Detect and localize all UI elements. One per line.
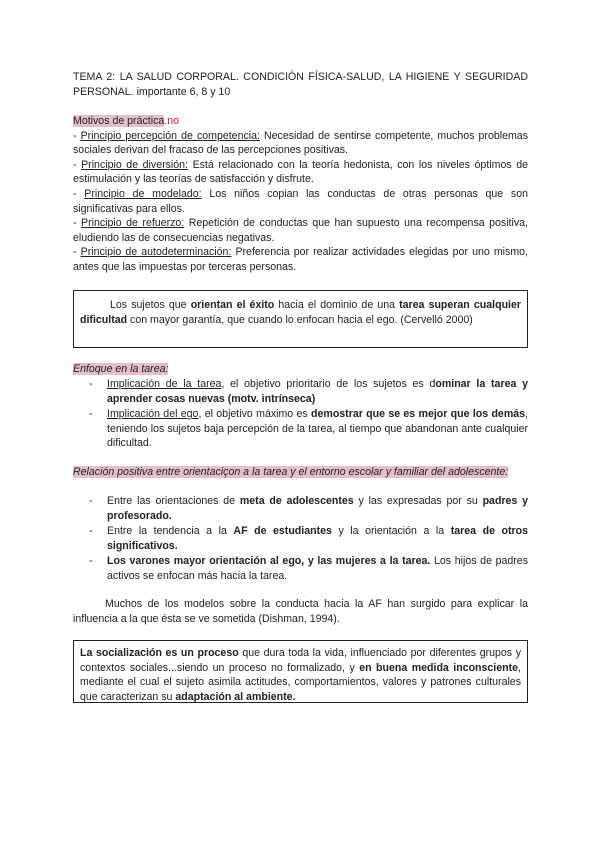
list-item bbox=[85, 377, 528, 406]
item-text: Entre la tendencia a la bbox=[107, 525, 234, 538]
item-bold: ominar la tarea y aprender cosas nuevas (motv. intrínseca) bbox=[107, 378, 529, 405]
box-text-part: que dura toda la vida, influenciado por diferentes grupos y contextos sociales...siendo un proceso no formalizado, y bbox=[80, 647, 522, 674]
item-text: , el objetivo máximo es bbox=[198, 408, 312, 421]
item-text: Los hijos de padres activos se enfocan más hacia la tarea. bbox=[107, 555, 528, 582]
quote-box-text bbox=[80, 298, 521, 327]
list-item bbox=[85, 524, 528, 553]
motivo-text: Los niños copian las conductas de otras personas que son significativas para ellos. bbox=[73, 187, 528, 215]
item-bold: meta de adolescentes bbox=[239, 495, 354, 507]
box-bold-part: La socialización es un proceso bbox=[80, 647, 239, 659]
motivo-item: - Principio de modelado: Los niños copian las conductas de otras personas que son significativas para ellos. bbox=[73, 187, 528, 215]
relacion-heading-text: Relación positiva entre orientaciçon a la tarea y el entorno escolar y familiar del adolescente: bbox=[73, 466, 509, 478]
motivo-item: - Principio de diversión: Está relacionado con la teoría hedonista, con los niveles óptimos de estimulación y las teorías de satisfacción y disfrute. bbox=[73, 158, 528, 186]
motivo-text: Está relacionado con la teoría hedonista, con los niveles óptimos de estimulación y las teorías de satisfacción y disfrute. bbox=[73, 158, 528, 186]
item-bold: Los varones mayor orientación al ego, y las mujeres a la tarea. bbox=[107, 555, 431, 568]
enfoque-heading-text: Enfoque en la tarea: bbox=[73, 363, 169, 375]
motivo-item: - Principio de autodeterminación: Preferencia por realizar actividades elegidas por uno mismo, antes que las impuestas por terceras personas. bbox=[73, 246, 528, 273]
item-text: , el objetivo prioritario de los sujetos es d bbox=[221, 378, 436, 390]
box-bold-part: orientan el éxito bbox=[190, 299, 275, 311]
motivos-heading bbox=[73, 114, 528, 129]
enfoque-heading bbox=[73, 362, 528, 377]
box-bold-part: tarea superan cualquier dificultad bbox=[80, 299, 521, 326]
motivo-text: Preferencia por realizar actividades elegidas por uno mismo, antes que las impuestas por terceras personas. bbox=[73, 246, 528, 273]
item-label: Implicación de la tarea bbox=[107, 378, 222, 390]
list-item bbox=[85, 494, 528, 523]
box-bold-part: adaptación al ambiente. bbox=[175, 690, 296, 703]
motivo-label: Principio de modelado: bbox=[84, 187, 202, 200]
socializacion-box bbox=[73, 640, 528, 703]
item-text: , teniendo los sujetos baja percepción de la tarea, al tiempo que abandonan ante cualquier dificultad. bbox=[107, 408, 528, 450]
motivo-label: Principio de refuerzo: bbox=[81, 217, 185, 230]
motivo-item: - Principio percepción de competencia: Necesidad de sentirse competente, muchos problemas sociales derivan del fracaso de las percepciones positivas. bbox=[73, 129, 528, 157]
motivo-label: Principio de diversión: bbox=[81, 158, 188, 171]
page-title: TEMA 2: LA SALUD CORPORAL. CONDICIÓN FÍSICA-SALUD, LA HIGIENE Y SEGURIDAD PERSONAL. importante 6, 8 y 10 bbox=[73, 71, 528, 98]
dishman-paragraph: Muchos de los modelos sobre la conducta hacia la AF han surgido para explicar la influencia a la que ésta se ve sometida (Dishman, 1994). bbox=[73, 598, 528, 625]
enfoque-list bbox=[85, 377, 528, 452]
box-text-part: Los sujetos que bbox=[110, 299, 191, 311]
motivo-text: Repetición de conductas que han supuesto una recompensa positiva, eludiendo las de consecuencias negativas. bbox=[73, 217, 528, 244]
item-bold: demostrar que se es mejor que los demás bbox=[311, 408, 526, 421]
item-bold: tarea de otros significativos. bbox=[107, 525, 528, 552]
item-bold: padres y profesorado. bbox=[107, 495, 529, 522]
motivos-list bbox=[73, 129, 528, 275]
list-item bbox=[85, 554, 528, 583]
relacion-heading bbox=[73, 465, 528, 480]
item-text: y la orientación a la bbox=[331, 525, 451, 538]
box-bold-part: en buena medida inconsciente bbox=[359, 661, 519, 674]
relacion-list bbox=[85, 494, 528, 585]
motivos-heading-suffix: .no bbox=[164, 115, 179, 127]
box-text-part: hacia el dominio de una bbox=[274, 299, 400, 311]
item-bold: AF de estudiantes bbox=[233, 525, 332, 538]
socializacion-text bbox=[80, 646, 521, 704]
box-text-part: con mayor garantía, que cuando lo enfocan hacia el ego. (Cervelló 2000) bbox=[127, 313, 473, 326]
box-text-part: , mediante el cual el sujeto asimila actitudes, comportamientos, valores y patrones culturales que caracterizan su bbox=[80, 661, 521, 703]
quote-box-exito bbox=[73, 290, 528, 348]
motivos-heading-text: Motivos de práctica bbox=[73, 115, 165, 127]
motivo-item: - Principio de refuerzo: Repetición de conductas que han supuesto una recompensa positiva, eludiendo las de consecuencias negativas. bbox=[73, 217, 528, 244]
item-label: Implicación del ego bbox=[107, 408, 199, 421]
motivo-label: Principio percepción de competencia: bbox=[80, 129, 260, 142]
item-text: y las expresadas por su bbox=[353, 495, 483, 507]
item-text: Entre las orientaciones de bbox=[107, 495, 240, 507]
motivo-text: Necesidad de sentirse competente, muchos problemas sociales derivan del fracaso de las percepciones positivas. bbox=[73, 129, 528, 157]
motivo-label: Principio de autodeterminación: bbox=[80, 246, 232, 259]
list-item bbox=[85, 407, 528, 451]
